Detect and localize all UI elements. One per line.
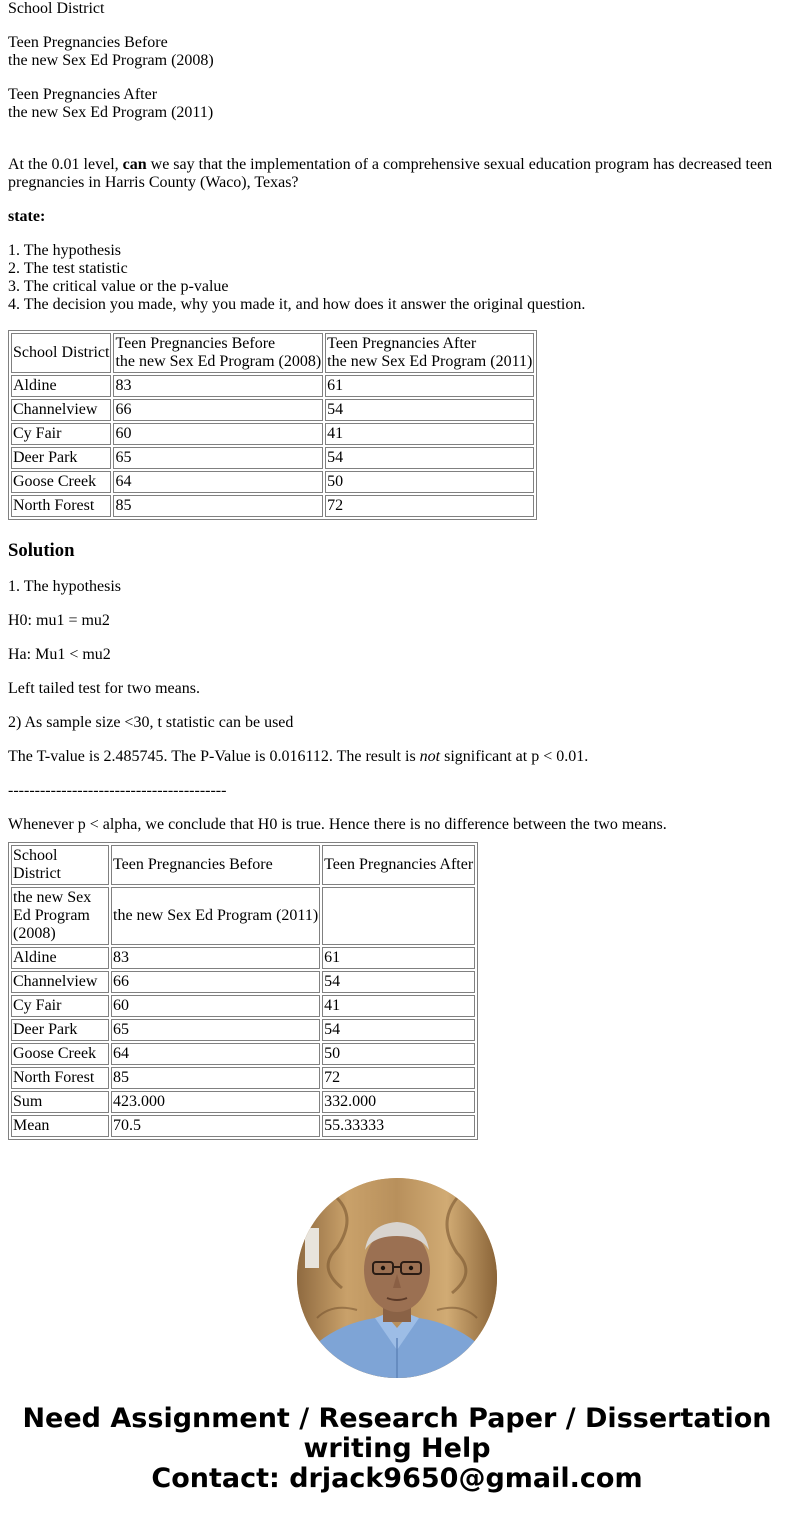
- cell-after: 50: [325, 471, 534, 493]
- header-after-l1: Teen Pregnancies After: [327, 335, 477, 352]
- intro-before-line1: Teen Pregnancies Before: [8, 34, 168, 51]
- state-label: [8, 208, 786, 226]
- table-row: [11, 1043, 475, 1065]
- cell-before: 65: [113, 447, 323, 469]
- header-district: School District: [11, 333, 111, 373]
- question-suffix: we say that the implementation of a comprehensive sexual education program has decreased teen pregnancies in Harris County (Waco), Texas?: [8, 156, 773, 191]
- intro-after-line1: Teen Pregnancies After: [8, 86, 158, 103]
- question-item-1: 1. The hypothesis: [8, 242, 122, 259]
- cell-before: 83: [113, 375, 323, 397]
- cell-header: the new Sex Ed Program (2011): [111, 887, 320, 945]
- footer-line-2: writing Help: [303, 1433, 491, 1464]
- cell-mean-after: 55.33333: [322, 1115, 475, 1137]
- cell-mean-before: 70.5: [111, 1115, 320, 1137]
- question-item-3: 3. The critical value or the p-value: [8, 278, 229, 295]
- data-table: [8, 330, 537, 520]
- table-row: [11, 375, 534, 397]
- cell-after: 41: [325, 423, 534, 445]
- cell-after: 72: [325, 495, 534, 517]
- cell-sum-before: 423.000: [111, 1091, 320, 1113]
- cell-before: 66: [113, 399, 323, 421]
- cell-before: 65: [111, 1019, 320, 1041]
- intro-after-line2: the new Sex Ed Program (2011): [8, 104, 214, 121]
- table-row: [11, 1067, 475, 1089]
- portrait-image: [297, 1178, 497, 1378]
- data-table-header: [11, 333, 534, 373]
- cell-sum-after: 332.000: [322, 1091, 475, 1113]
- solution-conclusion: Whenever p < alpha, we conclude that H0 is true. Hence there is no difference between the two means.: [8, 816, 667, 833]
- cell-header: Teen Pregnancies After: [322, 845, 475, 885]
- cell-before: 66: [111, 971, 320, 993]
- solution-table-header-2: [11, 887, 475, 945]
- result-suffix: significant at p < 0.01.: [440, 748, 589, 765]
- result-prefix: The T-value is 2.485745. The P-Value is 0.016112. The result is: [8, 748, 420, 765]
- intro-after-heading: [8, 86, 786, 122]
- table-row: [11, 423, 534, 445]
- solution-table-header-1: [11, 845, 475, 885]
- state-label-text: state:: [8, 208, 46, 225]
- cell-after: 54: [325, 399, 534, 421]
- cell-district: Deer Park: [11, 447, 111, 469]
- table-row: [11, 1019, 475, 1041]
- solution-result: [8, 748, 786, 766]
- cell-before: 85: [113, 495, 323, 517]
- table-row: [11, 947, 475, 969]
- question-item-4: 4. The decision you made, why you made it, and how does it answer the original question.: [8, 296, 586, 313]
- question-item-2: 2. The test statistic: [8, 260, 128, 277]
- cell-district: Channelview: [11, 399, 111, 421]
- cell-district: Channelview: [11, 971, 109, 993]
- cell-before: 60: [111, 995, 320, 1017]
- mean-row: [11, 1115, 475, 1137]
- cell-mean-label: Mean: [11, 1115, 109, 1137]
- cell-district: Aldine: [11, 947, 109, 969]
- cell-before: 64: [111, 1043, 320, 1065]
- intro-school-district: School District: [8, 0, 105, 17]
- cell-after: 61: [322, 947, 475, 969]
- cell-header: Teen Pregnancies Before: [111, 845, 320, 885]
- table-row: [11, 471, 534, 493]
- cell-before: 60: [113, 423, 323, 445]
- cell-district: Goose Creek: [11, 471, 111, 493]
- table-row: [11, 971, 475, 993]
- header-before: [113, 333, 323, 373]
- cell-district: Cy Fair: [11, 423, 111, 445]
- cell-district: Cy Fair: [11, 995, 109, 1017]
- cell-sum-label: Sum: [11, 1091, 109, 1113]
- table-row: [11, 447, 534, 469]
- header-before-l2: the new Sex Ed Program (2008): [115, 353, 322, 370]
- cell-header: the new Sex Ed Program (2008): [11, 887, 109, 945]
- cell-after: 54: [322, 1019, 475, 1041]
- solution-t-note: 2) As sample size <30, t statistic can be used: [8, 714, 294, 731]
- cell-after: 72: [322, 1067, 475, 1089]
- cell-before: 64: [113, 471, 323, 493]
- solution-heading: Solution: [8, 540, 75, 561]
- cell-district: North Forest: [11, 1067, 109, 1089]
- cell-after: 54: [325, 447, 534, 469]
- question-prefix: At the 0.01 level,: [8, 156, 123, 173]
- solution-separator: -----------------------------------------: [8, 782, 227, 799]
- cell-after: 41: [322, 995, 475, 1017]
- solution-table: [8, 842, 478, 1140]
- table-row: [11, 495, 534, 517]
- question-text: [8, 156, 786, 192]
- cell-district: North Forest: [11, 495, 111, 517]
- cell-after: 61: [325, 375, 534, 397]
- solution-ha: Ha: Mu1 < mu2: [8, 646, 111, 663]
- table-row: [11, 399, 534, 421]
- question-items: [8, 242, 786, 314]
- cell-district: Deer Park: [11, 1019, 109, 1041]
- cell-district: Aldine: [11, 375, 111, 397]
- header-before-l1: Teen Pregnancies Before: [115, 335, 276, 352]
- cell-header: School District: [11, 845, 109, 885]
- cell-after: 54: [322, 971, 475, 993]
- cell-header: [322, 887, 475, 945]
- cell-before: 85: [111, 1067, 320, 1089]
- footer-banner: [0, 1404, 794, 1494]
- question-emph: can: [122, 156, 147, 173]
- intro-before-heading: [8, 34, 786, 70]
- intro-before-line2: the new Sex Ed Program (2008): [8, 52, 214, 69]
- header-after-l2: the new Sex Ed Program (2011): [327, 353, 533, 370]
- solution-hypothesis-title: 1. The hypothesis: [8, 578, 122, 595]
- table-row: [11, 995, 475, 1017]
- solution-test-type: Left tailed test for two means.: [8, 680, 200, 697]
- result-emph: not: [419, 748, 441, 765]
- cell-before: 83: [111, 947, 320, 969]
- solution-h0: H0: mu1 = mu2: [8, 612, 110, 629]
- cell-district: Goose Creek: [11, 1043, 109, 1065]
- footer-contact: Contact: drjack9650@gmail.com: [151, 1463, 643, 1494]
- header-after: [325, 333, 534, 373]
- avatar-container: [8, 1178, 786, 1378]
- sum-row: [11, 1091, 475, 1113]
- footer-line-1: Need Assignment / Research Paper / Dissertation: [22, 1403, 772, 1434]
- cell-after: 50: [322, 1043, 475, 1065]
- avatar: [297, 1178, 497, 1378]
